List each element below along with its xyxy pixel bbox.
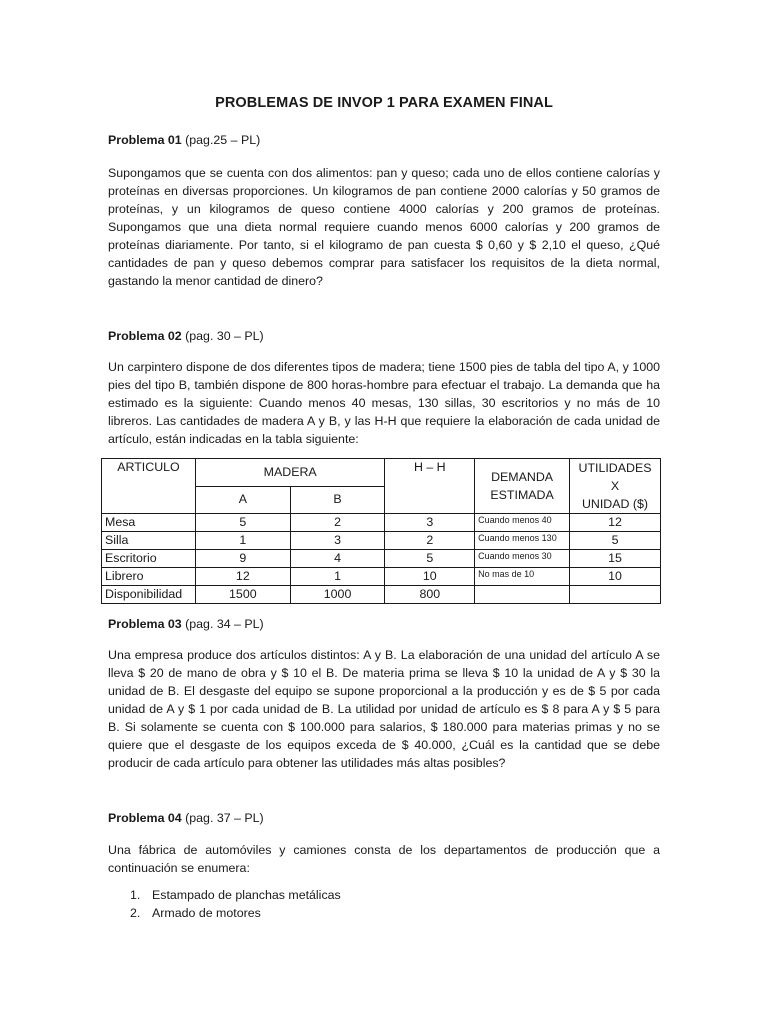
cell-demanda <box>475 586 570 604</box>
wood-table <box>101 458 661 604</box>
cell-util: 15 <box>570 550 661 568</box>
list-item-text: Armado de motores <box>152 906 261 920</box>
cell-util: 12 <box>570 514 661 532</box>
table-row <box>102 586 661 604</box>
cell-b: 1 <box>290 568 385 586</box>
problem-ref: (pag. 37 – PL) <box>181 811 264 825</box>
cell-a: 12 <box>195 568 290 586</box>
problem-ref: (pag. 34 – PL) <box>181 617 264 631</box>
header-b: B <box>290 486 385 514</box>
header-a: A <box>195 486 290 514</box>
problem-02-text: Un carpintero dispone de dos diferentes tipos de madera; tiene 1500 pies de tabla del tipo A, y 1000 pies del tipo B, también dispone de 800 horas-hombre para efectuar el trabajo. La demanda que ha estimado es la siguiente: Cuando menos 40 mesas, 130 sillas, 30 escritorios y no más de 10 libreros. Las cantidades de madera A y B, y las H-H que requiere la elaboración de cada unidad de artículo, están indicadas en la tabla siguiente: <box>108 360 660 446</box>
problem-04-text: Una fábrica de automóviles y camiones consta de los departamentos de producción que a continuación se enumera: <box>108 843 660 875</box>
problem-label: Problema 03 <box>108 617 182 631</box>
problem-01-heading <box>108 133 260 147</box>
header-demanda-line2: ESTIMADA <box>490 488 554 502</box>
cell-hh: 10 <box>385 568 475 586</box>
header-util-line2: UNIDAD ($) <box>581 497 649 511</box>
cell-a: 1500 <box>195 586 290 604</box>
table-row <box>102 550 661 568</box>
cell-name: Mesa <box>102 514 196 532</box>
cell-hh: 2 <box>385 532 475 550</box>
cell-demanda: No mas de 10 <box>475 568 570 586</box>
problem-label: Problema 04 <box>108 811 182 825</box>
cell-name: Silla <box>102 532 196 550</box>
problem-04-heading <box>108 811 264 825</box>
problem-01-text: Supongamos que se cuenta con dos alimentos: pan y queso; cada uno de ellos contiene calorías y proteínas en diversas proporciones. Un kilogramos de pan contiene 2000 calorías y 50 gramos de proteínas, y un kilogramos de queso contiene 4000 calorías y 200 gramos de proteínas. Supongamos que una dieta normal requiere cuando menos 6000 calorías y 200 gramos de proteínas diariamente. Por tanto, si el kilogramo de pan cuesta $ 0,60 y $ 2,10 el queso, ¿Qué cantidades de pan y queso debemos comprar para satisfacer los requisitos de la dieta normal, gastando la menor cantidad de dinero? <box>108 166 660 288</box>
cell-b: 3 <box>290 532 385 550</box>
cell-name: Disponibilidad <box>102 586 196 604</box>
cell-util <box>570 586 661 604</box>
cell-a: 1 <box>195 532 290 550</box>
cell-demanda: Cuando menos 130 <box>475 532 570 550</box>
header-demanda <box>475 459 570 514</box>
cell-hh: 3 <box>385 514 475 532</box>
table-row <box>102 532 661 550</box>
header-utilidades <box>570 459 661 514</box>
list-item-text: Estampado de planchas metálicas <box>152 888 341 902</box>
cell-a: 5 <box>195 514 290 532</box>
cell-a: 9 <box>195 550 290 568</box>
cell-b: 1000 <box>290 586 385 604</box>
cell-hh: 800 <box>385 586 475 604</box>
problem-03-heading <box>108 617 264 631</box>
cell-name: Escritorio <box>102 550 196 568</box>
problem-03-text: Una empresa produce dos artículos distintos: A y B. La elaboración de una unidad del artículo A se lleva $ 20 de mano de obra y $ 10 el B. De materia prima se lleva $ 10 la unidad de A y $ 30 la unidad de B. El desgaste del equipo se supone proporcional a la producción y es de $ 5 por cada unidad de A y $ 1 por cada unidad de B. La utilidad por unidad de artículo es $ 8 para A y $ 5 para B. Si solamente se cuenta con $ 100.000 para salarios, $ 180.000 para materias primas y no se quiere que el desgaste de los equipos exceda de $ 40.000, ¿Cuál es la cantidad que se debe producir de cada artículo para obtener las utilidades más altas posibles? <box>108 648 660 770</box>
cell-demanda: Cuando menos 40 <box>475 514 570 532</box>
problem-label: Problema 02 <box>108 329 182 343</box>
header-demanda-line1: DEMANDA <box>491 470 554 484</box>
table-header-row <box>102 459 661 487</box>
departments-list <box>108 886 341 922</box>
table-row <box>102 568 661 586</box>
header-articulo: ARTICULO <box>102 459 196 514</box>
list-item-number: 2. <box>130 906 141 920</box>
page-title: PROBLEMAS DE INVOP 1 PARA EXAMEN FINAL <box>215 95 553 111</box>
cell-demanda: Cuando menos 30 <box>475 550 570 568</box>
table-row <box>102 514 661 532</box>
cell-name: Librero <box>102 568 196 586</box>
list-item <box>108 886 341 904</box>
problem-ref: (pag.25 – PL) <box>181 133 261 147</box>
list-item-number: 1. <box>130 888 141 902</box>
problem-label: Problema 01 <box>108 133 182 147</box>
cell-b: 4 <box>290 550 385 568</box>
problem-ref: (pag. 30 – PL) <box>181 329 264 343</box>
header-util-line1: UTILIDADES X <box>578 461 652 493</box>
header-madera: MADERA <box>195 459 384 487</box>
cell-util: 5 <box>570 532 661 550</box>
cell-hh: 5 <box>385 550 475 568</box>
cell-util: 10 <box>570 568 661 586</box>
problem-02-heading <box>108 329 264 343</box>
cell-b: 2 <box>290 514 385 532</box>
list-item <box>108 904 341 922</box>
header-hh: H – H <box>385 459 475 514</box>
